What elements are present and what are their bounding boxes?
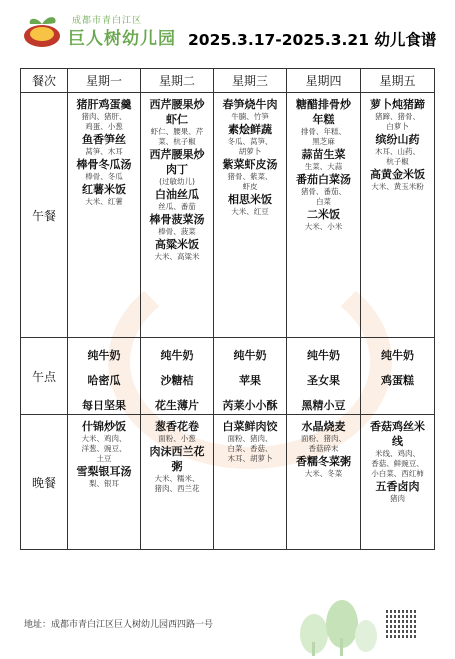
dish-name: 萝卜炖猪蹄 bbox=[370, 98, 425, 111]
snack-item: 哈密瓜 bbox=[87, 374, 121, 387]
menu-table bbox=[20, 68, 435, 550]
brand-subtitle: 成都市青白江区 bbox=[72, 16, 143, 26]
dish-ingredients: 大米、高粱米 bbox=[154, 252, 200, 261]
dish-ingredients: 白菜、香菇、 bbox=[227, 444, 273, 453]
dish-name: 线 bbox=[392, 435, 403, 448]
dish-name: 肉沫西兰花 bbox=[149, 445, 205, 458]
header-monday: 星期一 bbox=[68, 69, 141, 93]
dish-ingredients: 猪骨、紫菜、 bbox=[227, 172, 273, 181]
dish-ingredients: 小白菜、西红柿 bbox=[371, 469, 424, 478]
snack-item: 黑精小豆 bbox=[301, 399, 346, 412]
dish-ingredients: 大米、红薯 bbox=[85, 197, 123, 206]
dish-name: 猪肝鸡蛋羹 bbox=[76, 98, 132, 111]
meal-label-dinner: 晚餐 bbox=[21, 415, 68, 550]
snack-item: 纯牛奶 bbox=[87, 349, 121, 362]
dish-name: 鱼香笋丝 bbox=[82, 133, 126, 146]
dish-ingredients: 木耳、胡萝卜 bbox=[227, 454, 273, 463]
tree-decoration-icon bbox=[292, 598, 382, 656]
dish-ingredients: 冬瓜、莴笋、 bbox=[227, 137, 273, 146]
dish-name: 葱香花卷 bbox=[155, 420, 199, 433]
dish-name: 高粱米饭 bbox=[155, 238, 199, 251]
brand-name: 巨人树幼儿园 bbox=[68, 29, 176, 49]
dish-name: 雪梨银耳汤 bbox=[76, 465, 132, 478]
dish-ingredients: 大米、红豆 bbox=[231, 207, 269, 216]
snack-item: 苹果 bbox=[239, 374, 261, 387]
snack-item: 沙糖桔 bbox=[160, 374, 194, 387]
dish-ingredients: 洋葱、豌豆、 bbox=[81, 444, 127, 453]
meal-label-lunch: 午餐 bbox=[21, 93, 68, 338]
dinner-tue bbox=[141, 415, 214, 550]
dish-name: 紫菜虾皮汤 bbox=[222, 158, 278, 171]
dish-ingredients: 木耳、山药、 bbox=[375, 147, 420, 156]
dish-name: 番茄白菜汤 bbox=[296, 173, 351, 186]
dish-name: 白菜鲜肉饺 bbox=[222, 420, 278, 433]
lunch-tue bbox=[141, 93, 214, 338]
snack-item: 花生薄片 bbox=[155, 399, 199, 412]
dish-ingredients: 面粉、猪肉、 bbox=[301, 434, 346, 443]
qr-code-pattern bbox=[386, 608, 416, 638]
dish-ingredients: 面粉、小葱 bbox=[158, 434, 196, 443]
dish-name: 白油丝瓜 bbox=[155, 188, 199, 201]
lunch-thu bbox=[287, 93, 361, 338]
snack-thu bbox=[287, 338, 361, 415]
dish-name: 高黄金米饭 bbox=[370, 168, 425, 181]
dish-name: 香糯冬菜粥 bbox=[296, 455, 351, 468]
dish-name: 二米饭 bbox=[307, 208, 340, 221]
dish-name: 香菇鸡丝米 bbox=[370, 420, 425, 433]
snack-item: 纯牛奶 bbox=[381, 349, 414, 362]
dish-name: 糖醋排骨炒 bbox=[296, 98, 351, 111]
dish-name: 棒骨菠菜汤 bbox=[149, 213, 205, 226]
snack-mon bbox=[68, 338, 141, 415]
snack-item: 芮莱小小酥 bbox=[222, 399, 278, 412]
snack-row bbox=[21, 338, 435, 415]
dish-name: 春笋烧牛肉 bbox=[222, 98, 278, 111]
dish-name: 什锦炒饭 bbox=[82, 420, 126, 433]
address-footer: 地址：成都市青白江区巨人树幼儿园西四路一号 bbox=[24, 620, 214, 630]
dish-ingredients: 猪蹄、猪骨、 bbox=[375, 112, 420, 121]
dish-ingredients: 大米、糯米、 bbox=[154, 474, 200, 483]
dish-ingredients: 黑芝麻 bbox=[312, 137, 335, 146]
dish-ingredients: 棒骨、冬瓜 bbox=[85, 172, 123, 181]
dish-ingredients: 白菜 bbox=[316, 197, 331, 206]
dish-ingredients: 大米、鸡肉、 bbox=[81, 434, 127, 443]
header-wednesday: 星期三 bbox=[214, 69, 287, 93]
dish-ingredients: 杭子椒 bbox=[386, 157, 409, 166]
header-tuesday: 星期二 bbox=[141, 69, 214, 93]
snack-tue bbox=[141, 338, 214, 415]
dish-ingredients: 白萝卜 bbox=[386, 122, 409, 131]
dish-name: 虾仁 bbox=[166, 113, 188, 126]
dish-ingredients: 胡萝卜 bbox=[238, 147, 262, 156]
dish-ingredients: 米线、鸡肉、 bbox=[375, 449, 420, 458]
snack-wed bbox=[214, 338, 287, 415]
lunch-fri bbox=[361, 93, 435, 338]
dinner-wed bbox=[214, 415, 287, 550]
dish-ingredients: 虾皮 bbox=[242, 182, 258, 191]
snack-item: 纯牛奶 bbox=[160, 349, 194, 362]
dish-ingredients: 猪骨、番茄、 bbox=[301, 187, 346, 196]
dish-name: 粥 bbox=[171, 460, 183, 473]
dish-name: 棒骨冬瓜汤 bbox=[76, 158, 132, 171]
dish-ingredients: 猪肉、猪肝、 bbox=[81, 112, 127, 121]
dish-ingredients: 梨、银耳 bbox=[89, 479, 119, 488]
dish-ingredients: 大米、冬菜 bbox=[304, 469, 343, 478]
dish-ingredients: 棒骨、菠菜 bbox=[158, 227, 196, 236]
lunch-mon bbox=[68, 93, 141, 338]
dish-ingredients: 大米、黄玉米粉 bbox=[371, 182, 424, 191]
dish-name: 相思米饭 bbox=[228, 193, 272, 206]
dish-ingredients: 猪肉、西兰花 bbox=[154, 484, 200, 493]
dinner-thu bbox=[287, 415, 361, 550]
dish-name: 红薯米饭 bbox=[82, 183, 126, 196]
school-logo-icon bbox=[20, 10, 64, 50]
header bbox=[0, 0, 455, 60]
dish-name: 五香卤肉 bbox=[375, 480, 420, 493]
dish-name: 缤纷山药 bbox=[375, 133, 420, 146]
dinner-row bbox=[21, 415, 435, 550]
dish-name: 肉丁 bbox=[166, 163, 188, 176]
dish-ingredients: 排骨、年糕、 bbox=[301, 127, 346, 136]
dish-name: 西芹腰果炒 bbox=[149, 148, 205, 161]
dish-ingredients: 生菜、大蒜 bbox=[304, 162, 343, 171]
dinner-mon bbox=[68, 415, 141, 550]
header-thursday: 星期四 bbox=[287, 69, 361, 93]
header-meal: 餐次 bbox=[21, 69, 68, 93]
dish-ingredients: 猪肉 bbox=[390, 494, 405, 503]
dish-name: 蒜苗生菜 bbox=[301, 148, 346, 161]
dish-ingredients: 虾仁、腰果、芹 bbox=[150, 127, 204, 136]
snack-item: 纯牛奶 bbox=[307, 349, 340, 362]
snack-fri bbox=[361, 338, 435, 415]
dish-name: 水晶烧麦 bbox=[301, 420, 346, 433]
dish-name: 素烩鲜蔬 bbox=[228, 123, 272, 136]
meal-label-snack: 午点 bbox=[21, 338, 68, 415]
snack-item: 圣女果 bbox=[307, 374, 340, 387]
page-title: 2025.3.17-2025.3.21 幼儿食谱 bbox=[188, 31, 437, 49]
dish-ingredients: 面粉、猪肉、 bbox=[227, 434, 273, 443]
dish-ingredients: 香菇碎末 bbox=[308, 444, 339, 453]
lunch-wed bbox=[214, 93, 287, 338]
dish-ingredients: 大米、小米 bbox=[304, 222, 343, 231]
dish-ingredients: 土豆 bbox=[96, 454, 112, 463]
dish-ingredients: 香菇、鲜豌豆、 bbox=[371, 459, 424, 468]
header-row bbox=[21, 69, 435, 93]
snack-item: 每日坚果 bbox=[82, 399, 126, 412]
lunch-row bbox=[21, 93, 435, 338]
dish-name: 西芹腰果炒 bbox=[149, 98, 205, 111]
dish-ingredients: 菜、杭子椒 bbox=[158, 137, 196, 146]
snack-item: 纯牛奶 bbox=[233, 349, 267, 362]
dish-ingredients: 莴笋、木耳 bbox=[85, 147, 123, 156]
dish-ingredients: 丝瓜、番茄 bbox=[158, 202, 196, 211]
dinner-fri bbox=[361, 415, 435, 550]
dish-ingredients: (过敏幼儿) bbox=[159, 177, 195, 186]
dish-ingredients: 鸡蛋、小葱 bbox=[85, 122, 123, 131]
dish-ingredients: 牛腩、竹笋 bbox=[231, 112, 269, 121]
dish-name: 年糕 bbox=[312, 113, 335, 126]
snack-item: 鸡蛋糕 bbox=[381, 374, 414, 387]
header-friday: 星期五 bbox=[361, 69, 435, 93]
